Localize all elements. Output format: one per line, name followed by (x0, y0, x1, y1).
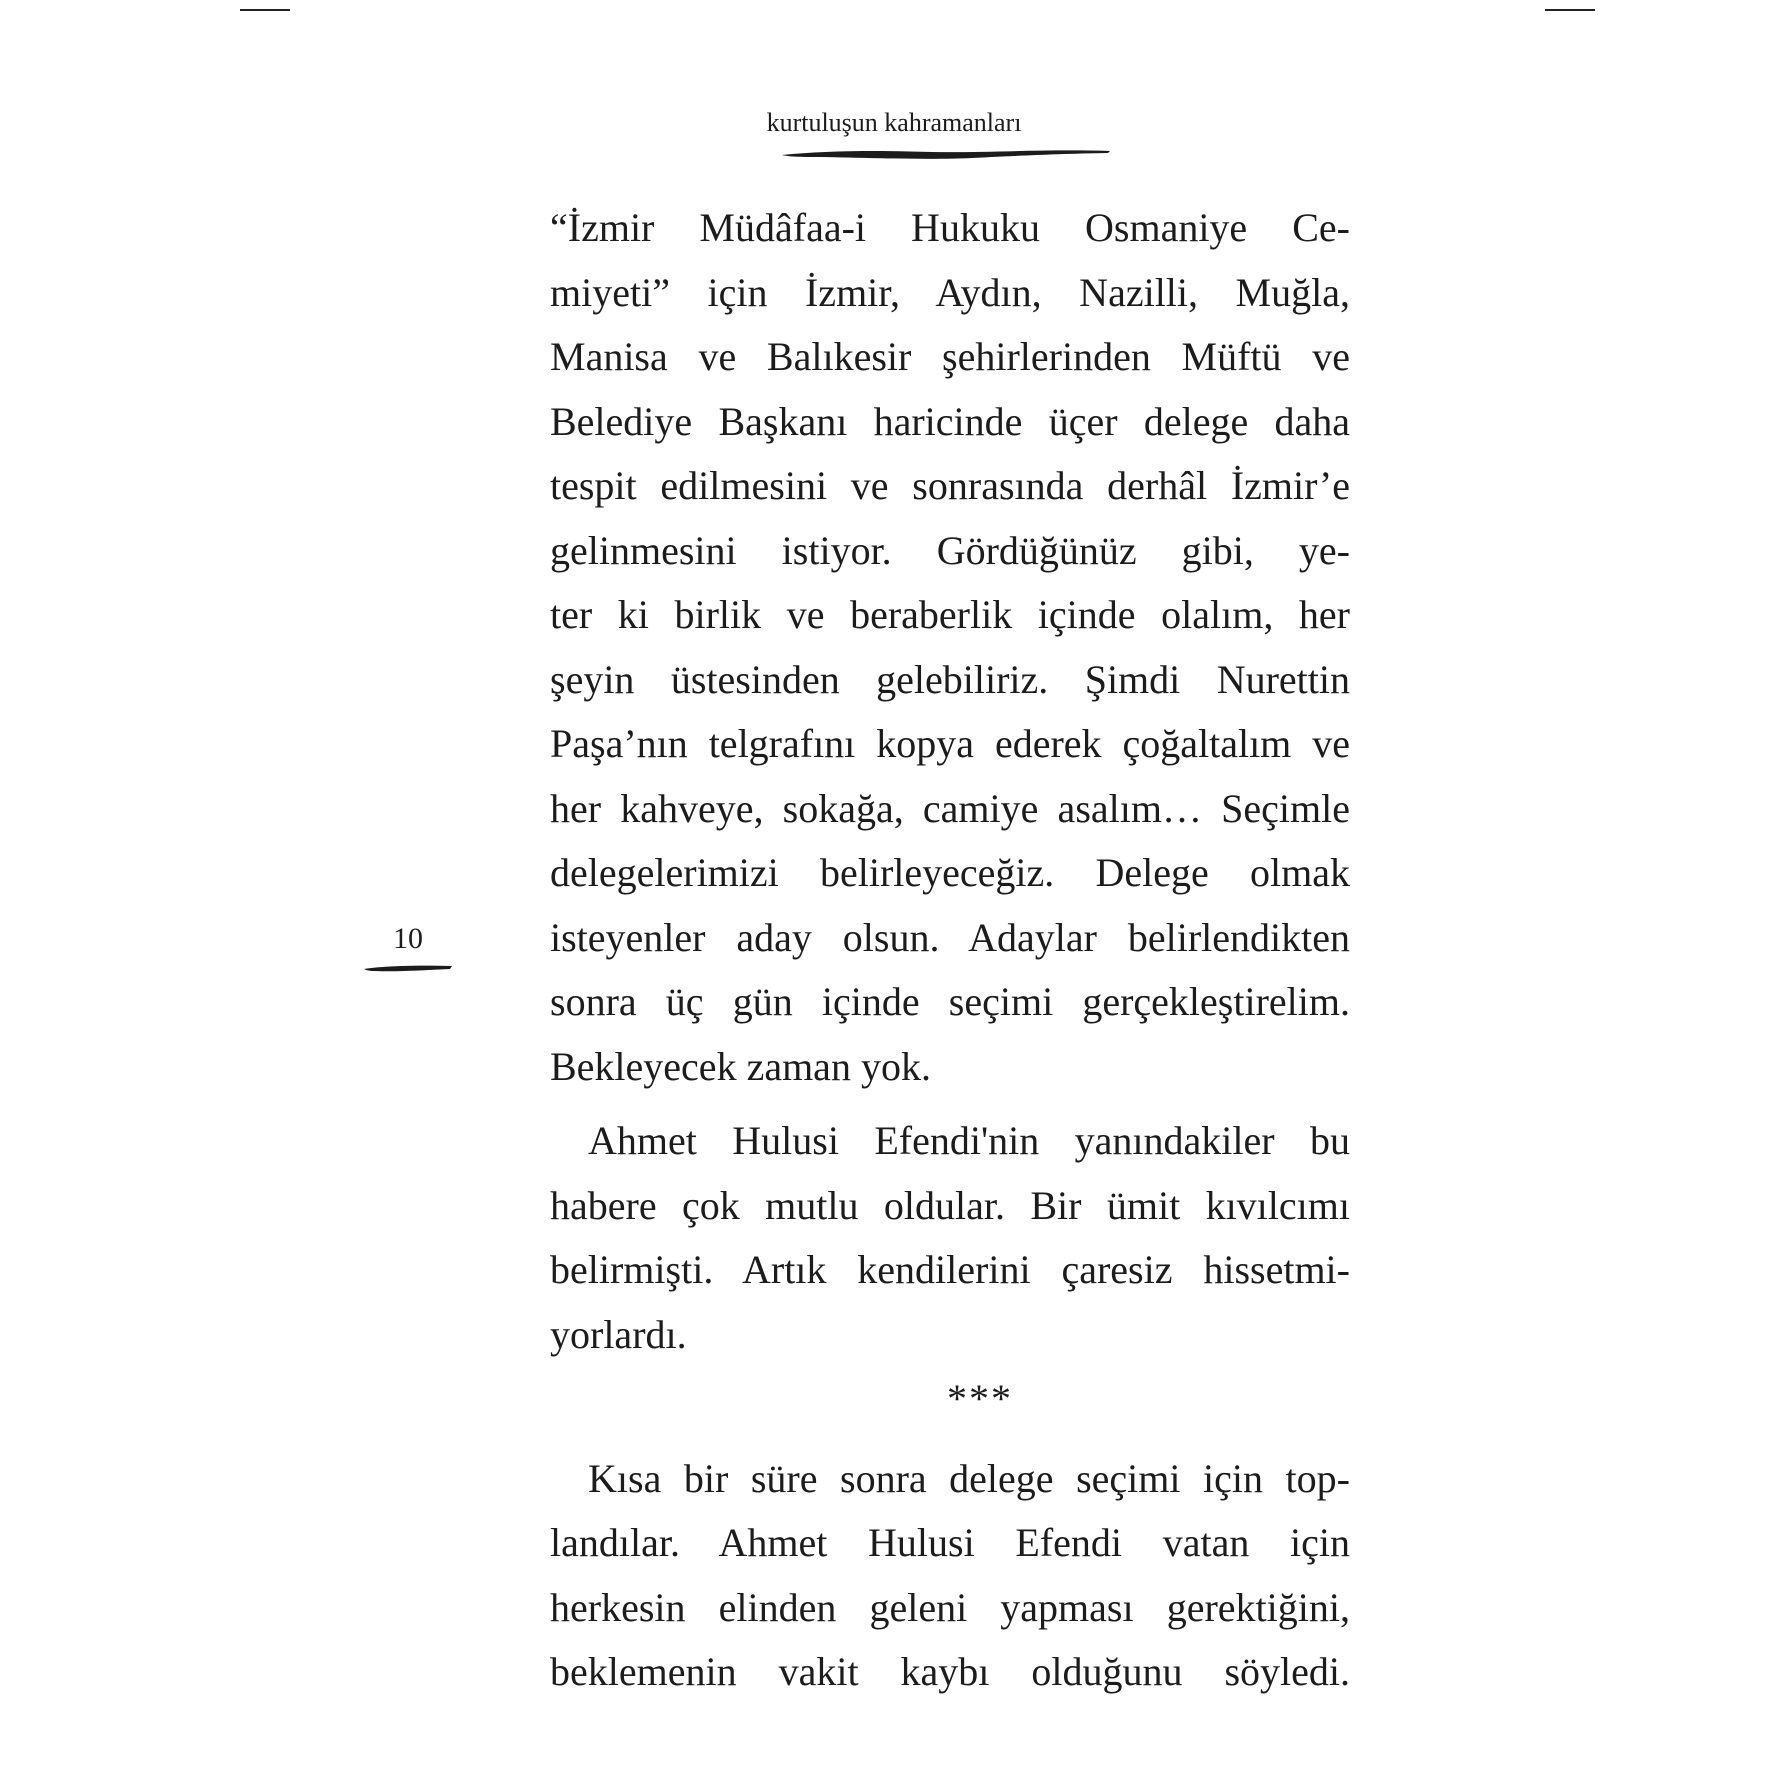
text-line: ter ki birlik ve beraberlik içinde olalım, her (550, 592, 1350, 637)
text-line: herkesin elinden geleni yapması gerektiğini, (550, 1584, 1350, 1630)
text-line: Paşa’nın telgrafını kopya ederek çoğaltalım ve (550, 721, 1350, 766)
paragraph-gap (550, 1099, 1350, 1109)
text-line: Manisa ve Balıkesir şehirlerinden Müftü ve (550, 334, 1350, 379)
text-line: Kısa bir süre sonra delege seçimi için top- (588, 1455, 1350, 1501)
text-line: sonra üç gün içinde seçimi gerçekleştirelim. (550, 979, 1350, 1024)
text-line: belirmişti. Artık kendilerini çaresiz hissetmi- (550, 1247, 1350, 1292)
separator-gap (550, 1432, 1350, 1447)
text-line: Belediye Başkanı haricinde üçer delege daha (550, 398, 1350, 444)
page-number-brush-rule (364, 962, 452, 974)
text-line: “İzmir Müdâfaa-i Hukuku Osmaniye Ce- (550, 205, 1350, 250)
text-line: miyeti” için İzmir, Aydın, Nazilli, Muğla, (550, 269, 1350, 315)
page-number-block (362, 922, 454, 974)
section-separator: *** (947, 1376, 1013, 1421)
paragraph-1 (550, 196, 1350, 1099)
body-text (550, 196, 1350, 1705)
text-line: delegelerimizi belirleyeceğiz. Delege olmak (550, 850, 1350, 895)
text-line: landılar. Ahmet Hulusi Efendi vatan için (550, 1520, 1350, 1565)
text-line: isteyenler aday olsun. Adaylar belirlendikten (550, 914, 1350, 960)
crop-mark-right (1545, 9, 1595, 11)
page-number: 10 (393, 922, 423, 955)
text-line: gelinmesini istiyor. Gördüğünüz gibi, ye- (550, 527, 1350, 573)
header-brush-rule (782, 146, 1110, 162)
crop-mark-left (240, 9, 290, 11)
text-line: beklemenin vakit kaybı olduğunu söyledi. (550, 1649, 1350, 1694)
text-line: Bekleyecek zaman yok. (550, 1043, 931, 1089)
text-line: her kahveye, sokağa, camiye asalım… Seçimle (550, 785, 1350, 831)
running-head: kurtuluşun kahramanları (766, 108, 1022, 137)
text-line: şeyin üstesinden gelebiliriz. Şimdi Nurettin (550, 656, 1350, 702)
text-line: yorlardı. (550, 1311, 687, 1357)
paragraph-3 (550, 1447, 1350, 1705)
text-line: Ahmet Hulusi Efendi'nin yanındakiler bu (588, 1118, 1350, 1163)
paragraph-2 (550, 1109, 1350, 1367)
text-line: tespit edilmesini ve sonrasında derhâl İzmir’e (550, 463, 1350, 508)
text-line: habere çok mutlu oldular. Bir ümit kıvılcımı (550, 1182, 1350, 1228)
